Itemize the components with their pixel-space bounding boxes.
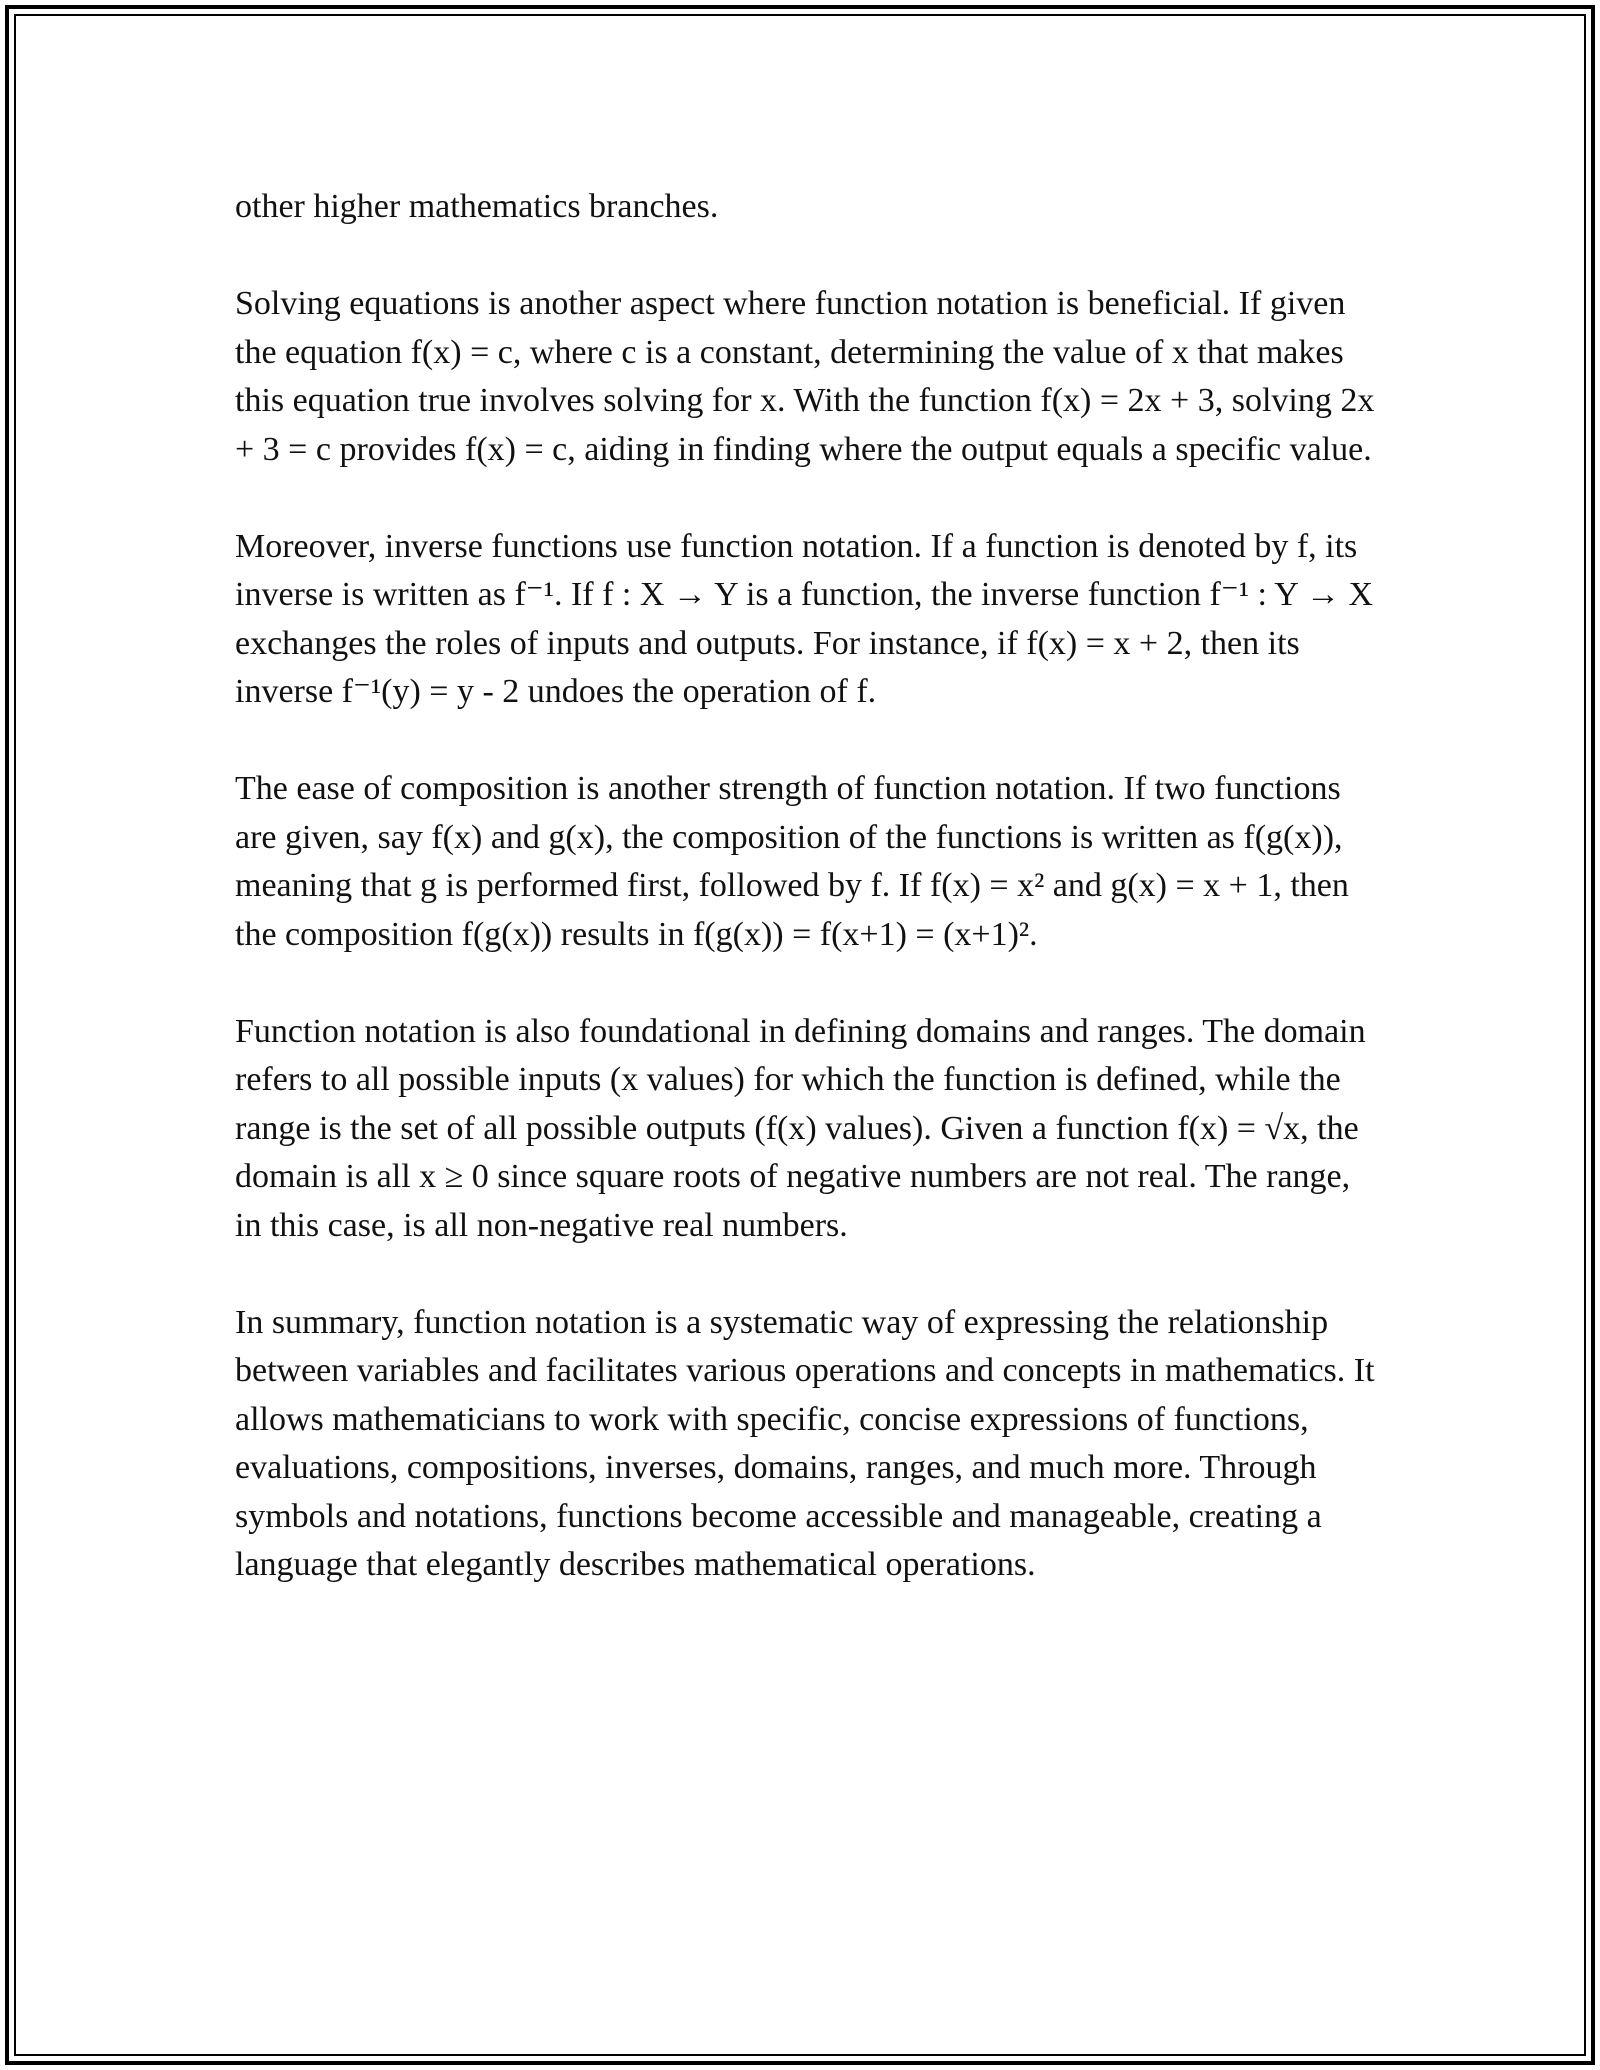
paragraph-domains-ranges: Function notation is also foundational in defining domains and ranges. The domain refers to all possible inputs (x values) for which the function is defined, while the range is the set of all possible outputs (f(x) values). Given a function f(x) = √x, the domain is all x ≥ 0 since square roots of negative numbers are not real. The range, in this case, is all non-negative real numbers. (235, 1012, 1366, 1244)
paragraph-composition: The ease of composition is another strength of function notation. If two functions are given, say f(x) and g(x), the composition of the functions is written as f(g(x)), meaning that g is performed first, followed by f. If f(x) = x² and g(x) = x + 1, then the composition f(g(x)) results in f(g(x)) = f(x+1) = (x+1)². (235, 770, 1349, 953)
document-body (235, 183, 1385, 1638)
paragraph-solving-equations: Solving equations is another aspect where function notation is beneficial. If given the equation f(x) = c, where c is a constant, determining the value of x that makes this equation true involves solving for x. With the function f(x) = 2x + 3, solving 2x + 3 = c provides f(x) = c, aiding in finding where the output equals a specific value. (235, 285, 1375, 468)
paragraph-summary: In summary, function notation is a systematic way of expressing the relationship between variables and facilitates various operations and concepts in mathematics. It allows mathematicians to work with specific, concise expressions of functions, evaluations, compositions, inverses, domains, ranges, and much more. Through symbols and notations, functions become accessible and manageable, creating a language that elegantly describes mathematical operations. (235, 1303, 1375, 1583)
paragraph-inverse-functions: Moreover, inverse functions use function notation. If a function is denoted by f, its inverse is written as f⁻¹. If f : X → Y is a function, the inverse function f⁻¹ : Y → X exchanges the roles of inputs and outputs. For instance, if f(x) = x + 2, then its inverse f⁻¹(y) = y - 2 undoes the operation of f. (235, 527, 1374, 710)
paragraph-continuation: other higher mathematics branches. (235, 188, 719, 225)
